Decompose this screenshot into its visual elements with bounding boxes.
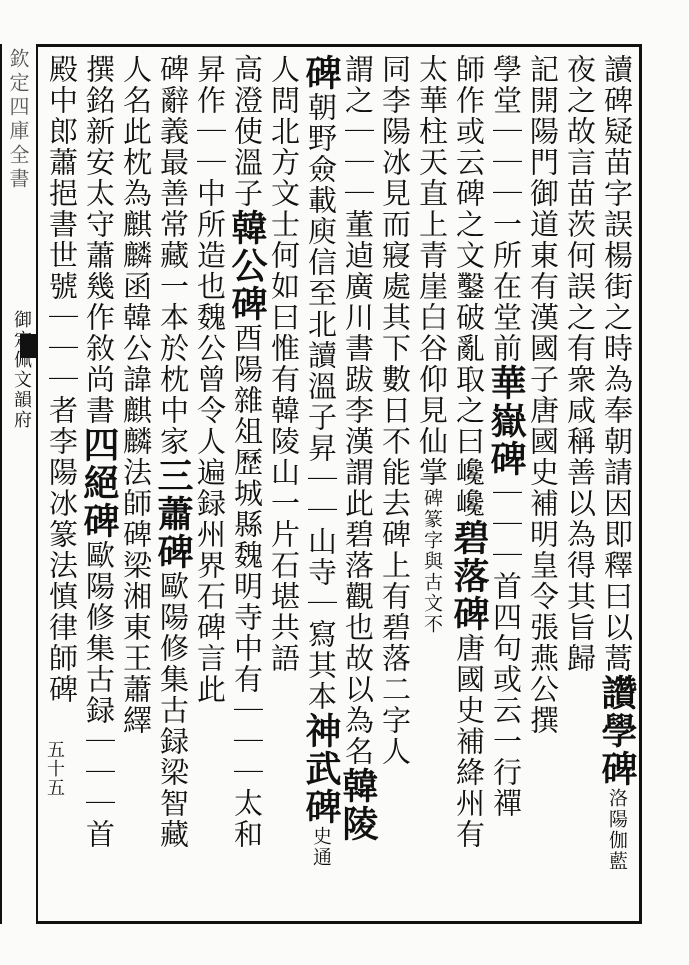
annotation-note: 碑篆字與古文不 — [421, 488, 443, 635]
column-text: 人名此枕為麒麟函韓公諱麒麟 — [119, 54, 153, 457]
entry-heading: 讚學碑 — [596, 674, 638, 788]
column-text: 同李陽冰見而寢處其下數日不能去碑上有碧落二字人 — [378, 54, 412, 767]
entry-heading: 華嶽碑 — [485, 364, 527, 478]
entry-heading: 碑 — [300, 54, 342, 92]
entry-heading: 神武碑 — [300, 712, 342, 826]
column-text: 讀碑疑苗字誤楊街之時為奉朝請因即釋曰以蒿 — [600, 54, 634, 674]
frame-border-right — [639, 44, 642, 924]
column-text: ｜｜｜首四句或云一行禪 — [489, 478, 523, 819]
column-text: 學堂｜｜｜一所在堂前 — [489, 54, 523, 364]
column-text: 歐陽修集古録｜｜｜首 — [82, 540, 116, 850]
entry-heading: 韓陵 — [337, 767, 379, 843]
column-text: 記開陽門御道東有漢國子 — [526, 54, 560, 395]
frame-border-top — [36, 44, 641, 47]
column-text: 太華柱天直上青崖白谷仰見仙掌 — [415, 54, 449, 488]
entry-heading: 三蕭碑 — [152, 457, 194, 571]
column-text: 人問北方文士何如曰惟有韓陵山一片石堪共語 — [267, 54, 301, 674]
column-text: 朝野僉載庾信至北讀溫子昇｜｜山寺｜寫其本 — [304, 92, 338, 712]
column-text: 殿中郎蕭挹書世號｜｜｜ — [45, 54, 79, 395]
gutter-header: 欽定四庫全書 — [6, 48, 30, 192]
column-text: 撰銘新安太守蕭幾作敘尚書 — [82, 54, 116, 426]
annotation-note: 史通 — [310, 826, 332, 868]
entry-heading: 四絕碑 — [78, 426, 120, 540]
column-text: 者李陽冰篆法慎律師碑 — [45, 395, 79, 705]
column-text: 酉陽雜俎歷城縣魏明寺中有｜｜｜太和 — [230, 323, 264, 850]
book-title: 御定佩文韻府 — [11, 310, 32, 430]
column-text: 夜之故言苗茨何誤之有衆咸稱善以為得其旨歸 — [563, 54, 597, 674]
column-text: 唐國史補絳州有 — [452, 633, 486, 850]
column-text: 高澄使溫子 — [230, 54, 264, 209]
column-text: 歐陽修集古録梁智藏 — [156, 571, 190, 850]
annotation-note: 洛陽伽藍 — [606, 788, 628, 872]
column-text: 碑辭義最善常藏一本於枕中家 — [156, 54, 190, 457]
column-text: 法師碑梁湘東王蕭繹 — [119, 457, 153, 736]
page-number: 五十五 — [44, 740, 65, 797]
column-text: 師作或云碑之文鑿破亂取之曰巉巉 — [452, 54, 486, 519]
column-text: 唐國史補明皇令張燕公撰 — [526, 395, 560, 736]
frame-border-left — [36, 44, 38, 924]
entry-heading: 碧落碑 — [448, 519, 490, 633]
column-text: 謂之｜｜｜董逌廣川書跋李漢謂此碧落觀也故以為名 — [341, 54, 375, 767]
frame-border-bottom — [36, 921, 641, 924]
column-text: 昇作｜｜中所造也魏公曾令人遍録州界石碑言此 — [193, 54, 227, 705]
entry-heading: 韓公碑 — [226, 209, 268, 323]
